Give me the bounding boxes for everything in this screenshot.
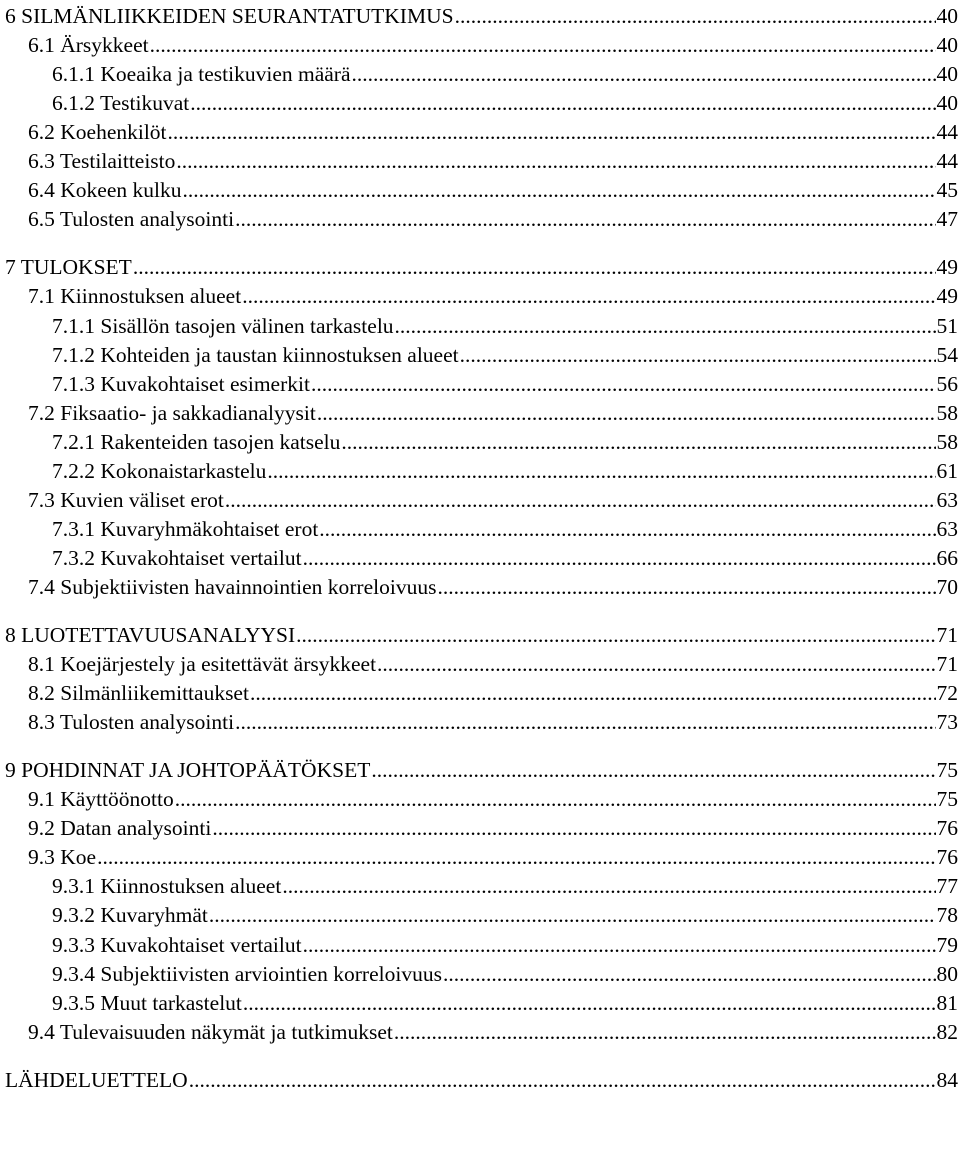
toc-entry-page-number: 76 [936,816,958,841]
toc-entry-page-number: 40 [936,33,958,58]
toc-entry[interactable] [28,708,958,736]
toc-entry-page-number: 61 [936,458,958,483]
toc-entry-label: 9 POHDINNAT JA JOHTOPÄÄTÖKSET [5,758,371,783]
toc-dot-leader [460,341,936,369]
toc-entry-page-number: 44 [936,120,958,145]
toc-entry[interactable] [52,370,958,398]
toc-entry[interactable] [52,960,958,988]
toc-entry-label: 9.4 Tulevaisuuden näkymät ja tutkimukset [28,1019,393,1044]
toc-entry-label: 7.1 Kiinnostuksen alueet [28,284,242,309]
toc-dot-leader [175,785,936,813]
toc-entry[interactable] [52,901,958,929]
toc-entry-page-number: 79 [936,932,958,957]
toc-entry[interactable] [52,89,958,117]
toc-entry-label: 9.3.5 Muut tarkastelut [52,990,242,1015]
toc-entry[interactable] [28,785,958,813]
toc-dot-leader [303,544,936,572]
toc-entry-label: 6.1.1 Koeaika ja testikuvien määrä [52,62,351,87]
toc-entry[interactable] [28,1018,958,1046]
toc-entry-page-number: 75 [936,787,958,812]
toc-entry-page-number: 72 [936,681,958,706]
toc-entry-label: 7.1.2 Kohteiden ja taustan kiinnostuksen alueet [52,342,459,367]
toc-entry[interactable] [52,60,958,88]
toc-entry-label: 8.3 Tulosten analysointi [28,710,235,735]
toc-entry[interactable] [28,118,958,146]
toc-entry-label: 9.3.4 Subjektiivisten arviointien korreloivuus [52,961,442,986]
toc-entry[interactable] [5,2,958,30]
toc-entry-page-number: 58 [936,400,958,425]
toc-entry-page-number: 40 [936,62,958,87]
toc-entry-label: 7.3.2 Kuvakohtaiset vertailut [52,545,302,570]
toc-dot-leader [296,621,935,649]
toc-dot-leader [176,147,935,175]
toc-entry-page-number: 76 [936,845,958,870]
toc-entry-page-number: 66 [936,545,958,570]
toc-entry[interactable] [28,486,958,514]
toc-dot-leader [235,205,935,233]
toc-entry-label: 6.2 Koehenkilöt [28,120,167,145]
toc-entry-page-number: 51 [936,313,958,338]
toc-dot-leader [455,2,936,30]
toc-entry-label: 7.3 Kuvien väliset erot [28,487,224,512]
toc-entry-label: 6.1 Ärsykkeet [28,33,149,58]
toc-dot-leader [371,756,935,784]
toc-entry-label: 7 TULOKSET [5,255,132,280]
toc-entry[interactable] [5,621,958,649]
toc-entry-page-number: 82 [936,1019,958,1044]
toc-entry[interactable] [5,1066,958,1094]
toc-entry[interactable] [28,176,958,204]
toc-entry[interactable] [28,31,958,59]
toc-entry[interactable] [52,544,958,572]
toc-entry[interactable] [52,457,958,485]
toc-dot-leader [319,515,935,543]
toc-dot-leader [182,176,935,204]
toc-dot-leader [133,253,936,281]
toc-entry-page-number: 63 [936,487,958,512]
toc-entry-page-number: 78 [936,903,958,928]
toc-entry-page-number: 40 [936,4,958,28]
toc-entry-label: 9.3.1 Kiinnostuksen alueet [52,874,282,899]
toc-entry-label: 9.1 Käyttöönotto [28,787,174,812]
toc-entry-page-number: 47 [936,207,958,232]
toc-entry-label: 9.3.2 Kuvaryhmät [52,903,208,928]
toc-entry[interactable] [52,989,958,1017]
toc-entry[interactable] [28,679,958,707]
toc-entry-label: 9.2 Datan analysointi [28,816,212,841]
toc-entry-label: 7.2.2 Kokonaistarkastelu [52,458,267,483]
toc-dot-leader [267,457,935,485]
toc-entry-page-number: 73 [936,710,958,735]
toc-dot-leader [377,650,935,678]
toc-entry[interactable] [28,573,958,601]
toc-dot-leader [209,901,936,929]
toc-entry-label: 6.5 Tulosten analysointi [28,207,235,232]
toc-entry-label: 8.2 Silmänliikemittaukset [28,681,249,706]
toc-entry-label: 8.1 Koejärjestely ja esitettävät ärsykkeet [28,652,377,677]
toc-entry-label: 7.2.1 Rakenteiden tasojen katselu [52,429,341,454]
toc-dot-leader [225,486,936,514]
toc-entry-page-number: 77 [936,874,958,899]
toc-entry-label: 7.1.3 Kuvakohtaiset esimerkit [52,371,310,396]
toc-dot-leader [189,1066,936,1094]
toc-dot-leader [311,370,936,398]
toc-dot-leader [395,312,936,340]
toc-entry-page-number: 71 [936,623,958,647]
toc-entry-page-number: 45 [936,178,958,203]
toc-entry[interactable] [52,428,958,456]
toc-entry[interactable] [28,814,958,842]
toc-entry-page-number: 80 [936,961,958,986]
toc-entry-label: 6.4 Kokeen kulku [28,178,182,203]
toc-entry-page-number: 40 [936,91,958,116]
toc-dot-leader [190,89,935,117]
toc-entry[interactable] [28,650,958,678]
toc-entry-label: 7.3.1 Kuvaryhmäkohtaiset erot [52,516,319,541]
toc-dot-leader [437,573,935,601]
toc-entry[interactable] [5,253,958,281]
toc-entry-label: 8 LUOTETTAVUUSANALYYSI [5,623,296,647]
toc-dot-leader [212,814,935,842]
toc-dot-leader [250,679,936,707]
toc-entry[interactable] [28,399,958,427]
toc-entry[interactable] [28,843,958,871]
toc-entry-page-number: 81 [936,990,958,1015]
toc-dot-leader [443,960,936,988]
toc-dot-leader [352,60,936,88]
toc-dot-leader [394,1018,936,1046]
toc-entry-page-number: 75 [936,758,958,783]
toc-entry[interactable] [5,756,958,784]
toc-entry[interactable] [28,205,958,233]
toc-entry-label: 9.3.3 Kuvakohtaiset vertailut [52,932,302,957]
toc-entry-page-number: 58 [936,429,958,454]
toc-entry-label: 7.1.1 Sisällön tasojen välinen tarkastelu [52,313,394,338]
toc-entry-label: 6.3 Testilaitteisto [28,149,176,174]
toc-entry[interactable] [52,931,958,959]
toc-entry[interactable] [52,312,958,340]
toc-entry-page-number: 49 [936,284,958,309]
toc-entry-page-number: 71 [936,652,958,677]
toc-dot-leader [303,931,936,959]
toc-dot-leader [97,843,935,871]
toc-entry-page-number: 56 [936,371,958,396]
toc-entry-page-number: 49 [936,255,958,280]
toc-entry-label: LÄHDELUETTELO [5,1067,188,1092]
toc-entry-label: 6 SILMÄNLIIKKEIDEN SEURANTATUTKIMUS [5,4,454,28]
toc-entry-page-number: 84 [936,1067,958,1092]
toc-dot-leader [317,399,936,427]
toc-entry-page-number: 54 [936,342,958,367]
toc-dot-leader [243,989,936,1017]
toc-dot-leader [282,872,935,900]
toc-entry[interactable] [52,872,958,900]
toc-entry-label: 6.1.2 Testikuvat [52,91,190,116]
toc-entry[interactable] [28,282,958,310]
toc-entry-label: 7.2 Fiksaatio- ja sakkadianalyysit [28,400,316,425]
toc-entry[interactable] [28,147,958,175]
toc-entry-label: 9.3 Koe [28,845,97,870]
toc-entry-page-number: 70 [936,574,958,599]
toc-entry[interactable] [52,341,958,369]
toc-dot-leader [341,428,935,456]
toc-entry-label: 7.4 Subjektiivisten havainnointien korreloivuus [28,574,437,599]
toc-entry-page-number: 63 [936,516,958,541]
toc-dot-leader [150,31,936,59]
toc-entry-page-number: 44 [936,149,958,174]
toc-entry[interactable] [52,515,958,543]
toc-dot-leader [235,708,935,736]
toc-dot-leader [242,282,935,310]
toc-dot-leader [168,118,936,146]
